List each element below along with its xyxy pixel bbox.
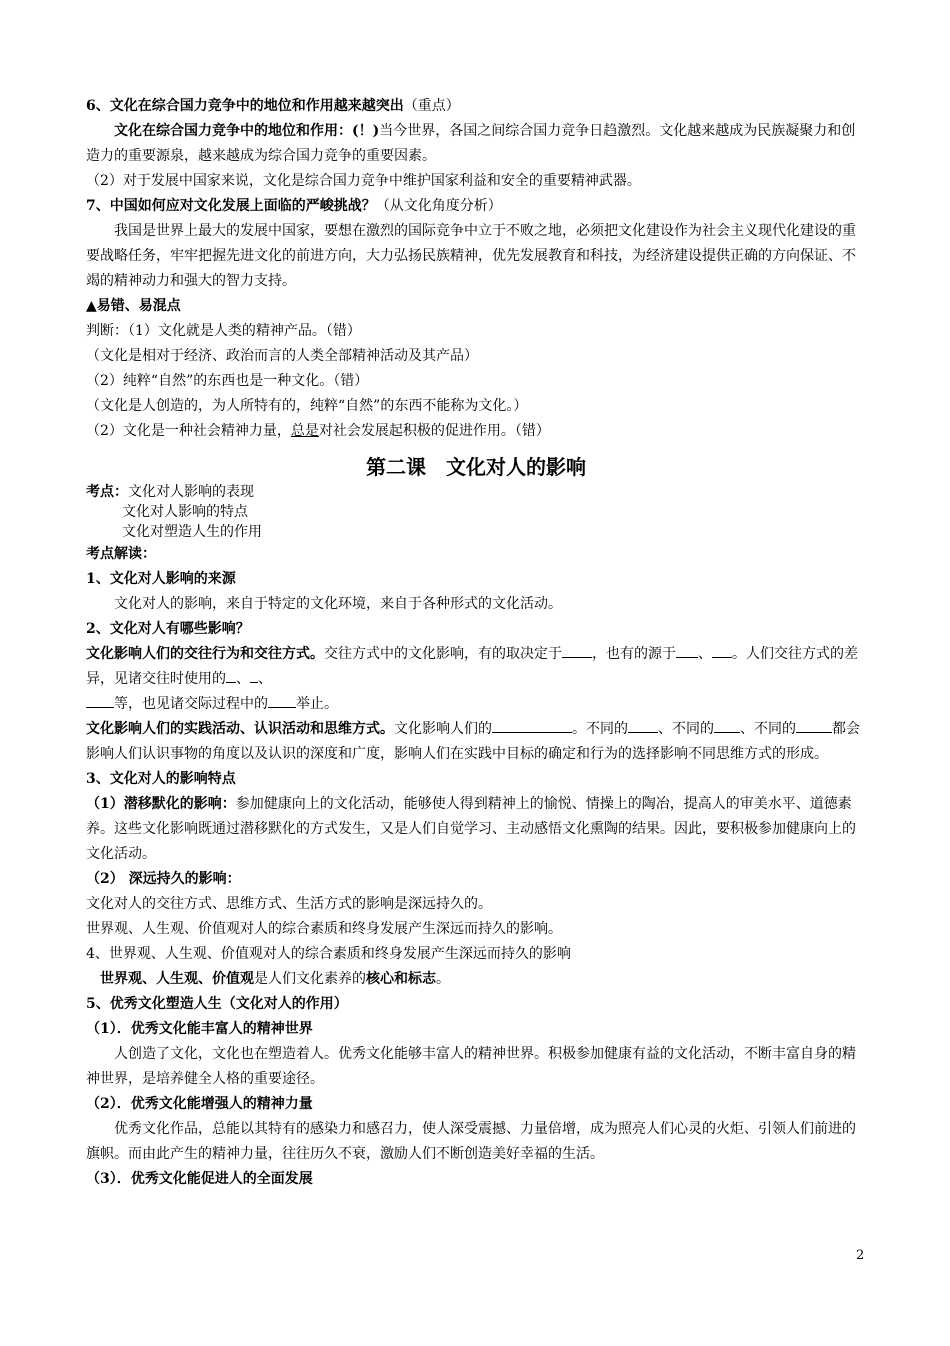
section-3-text-1: 文化对人的交往方式、思维方式、生活方式的影响是深远持久的。	[86, 896, 492, 912]
fill-blank	[562, 643, 592, 658]
jiedu-heading: 考点解读：	[86, 546, 156, 562]
s7-heading: 7、中国如何应对文化发展上面临的严峻挑战？（从文化角度分析）	[86, 198, 502, 214]
section-1-text: 文化对人的影响，来自于特定的文化环境，来自于各种形式的文化活动。	[114, 596, 562, 612]
errors-line-5: （2）文化是一种社会精神力量，总是对社会发展起积极的促进作用。（错）	[86, 423, 550, 439]
s6-heading: 6、文化在综合国力竞争中的地位和作用越来越突出（重点）	[86, 98, 460, 114]
errors-line-4: （文化是人创造的，为人所特有的，纯粹“自然”的东西不能称为文化。）	[86, 398, 528, 414]
document-page	[86, 94, 866, 1192]
fill-blank	[268, 693, 296, 708]
s6-paragraph-2: （2）对于发展中国家来说，文化是综合国力竞争中维护国家利益和安全的重要精神武器。	[86, 173, 641, 189]
fill-blank	[226, 668, 236, 683]
kaodian-line-2: 文化对人影响的特点	[122, 504, 248, 520]
section-5-subheading-2: （2）．优秀文化能增强人的精神力量	[86, 1096, 313, 1112]
section-3-subheading-2: （2） 深远持久的影响：	[86, 871, 241, 887]
fill-blank	[250, 668, 258, 683]
section-2-paragraph-2: 文化影响人们的实践活动、认识活动和思维方式。文化影响人们的 。不同的 、不同的 、不同的 都会影响人们认识事物的角度以及认识的深度和广度，影响人们在实践中目标的确定和行为的选择影响不同思维方式的形成。	[86, 717, 866, 767]
section-5-subheading-3: （3）．优秀文化能促进人的全面发展	[86, 1171, 313, 1187]
section-2-paragraph-1: 文化影响人们的交往行为和交往方式。交往方式中的文化影响，有的取决定于 ，也有的源于 、 。人们交往方式的差异，见诸交往时使用的 、 、 等，也见诸交际过程中的 举止。	[86, 642, 866, 717]
section-1-heading: 1、文化对人影响的来源	[86, 571, 236, 587]
section-5-subheading-1: （1）．优秀文化能丰富人的精神世界	[86, 1021, 313, 1037]
lesson-title: 第二课 文化对人的影响	[366, 455, 586, 479]
kaodian-line-1: 考点：文化对人影响的表现	[86, 484, 254, 500]
section-3-text-2: 世界观、人生观、价值观对人的综合素质和终身发展产生深远而持久的影响。	[86, 921, 562, 937]
section-5-heading: 5、优秀文化塑造人生（文化对人的作用）	[86, 996, 348, 1012]
fill-blank	[86, 693, 114, 708]
page-number: 2	[856, 1248, 865, 1263]
errors-heading: ▲易错、易混点	[86, 298, 181, 314]
section-5-text-1: 人创造了文化，文化也在塑造着人。优秀文化能够丰富人的精神世界。积极参加健康有益的文化活动，不断丰富自身的精神世界，是培养健全人格的重要途径。	[86, 1046, 856, 1087]
section-2-heading: 2、文化对人有哪些影响？	[86, 621, 250, 637]
fill-blank	[492, 718, 572, 733]
fill-blank	[714, 718, 740, 733]
section-3-heading: 3、文化对人的影响特点	[86, 771, 236, 787]
errors-line-2: （文化是相对于经济、政治而言的人类全部精神活动及其产品）	[86, 348, 478, 364]
section-3-paragraph-1: （1）潜移默化的影响：参加健康向上的文化活动，能够使人得到精神上的愉悦、情操上的陶冶，提高人的审美水平、道德素养。这些文化影响既通过潜移默化的方式发生，又是人们自觉学习、主动感悟文化熏陶的结果。因此，要积极参加健康向上的文化活动。	[86, 796, 856, 862]
section-4-text: 世界观、人生观、价值观是人们文化素养的核心和标志。	[100, 971, 450, 987]
errors-line-1: 判断：（1）文化就是人类的精神产品。（错）	[86, 323, 361, 339]
kaodian-line-3: 文化对塑造人生的作用	[122, 524, 262, 540]
fill-blank	[712, 643, 732, 658]
kaodian-block	[86, 482, 866, 542]
section-5-text-2: 优秀文化作品，总能以其特有的感染力和感召力，使人深受震撼、力量倍增，成为照亮人们心灵的火炬、引领人们前进的旗帜。而由此产生的精神力量，往往历久不衰，激励人们不断创造美好幸福的生活。	[86, 1121, 856, 1162]
section-4-line: 4、世界观、人生观、价值观对人的综合素质和终身发展产生深远而持久的影响	[86, 946, 571, 962]
fill-blank	[676, 643, 698, 658]
s6-paragraph-1: 文化在综合国力竞争中的地位和作用：(！)当今世界，各国之间综合国力竞争日趋激烈。文化越来越成为民族凝聚力和创造力的重要源泉，越来越成为综合国力竞争的重要因素。	[86, 123, 856, 164]
s7-paragraph: 我国是世界上最大的发展中国家，要想在激烈的国际竞争中立于不败之地，必须把文化建设作为社会主义现代化建设的重要战略任务，牢牢把握先进文化的前进方向，大力弘扬民族精神，优先发展教育和科技，为经济建设提供正确的方向保证、不竭的精神动力和强大的智力支持。	[86, 223, 856, 289]
fill-blank	[628, 718, 658, 733]
errors-line-3: （2）纯粹“自然”的东西也是一种文化。（错）	[86, 373, 369, 389]
fill-blank	[796, 718, 832, 733]
